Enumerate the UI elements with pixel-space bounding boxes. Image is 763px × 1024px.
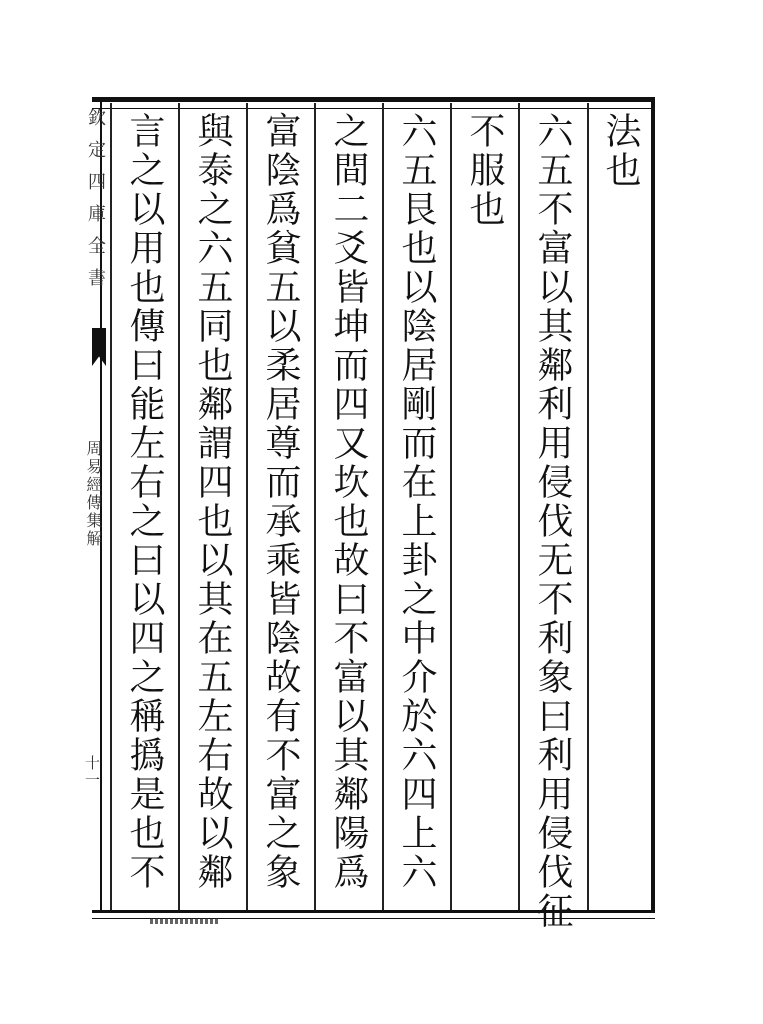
column-rule [587, 103, 589, 910]
collection-title: 欽定四庫全書 [85, 108, 106, 300]
text-column-2: 六五不富以其鄰利用侵伐无不利象曰利用侵伐征 [532, 112, 573, 931]
column-rule [382, 103, 384, 910]
column-rule [518, 103, 520, 910]
column-rule [246, 103, 248, 910]
column-rule [110, 103, 112, 910]
text-column-1: 法也 [600, 112, 641, 190]
column-rule [314, 103, 316, 910]
print-smudge [150, 918, 220, 924]
text-column-8: 言之以用也傳曰能左右之曰以四之稱撝是也不 [124, 112, 165, 892]
text-column-4: 六五艮也以陰居剛而在上卦之中介於六四上六 [396, 112, 437, 892]
text-column-5: 之間二爻皆坤而四又坎也故曰不富以其鄰陽爲 [328, 112, 369, 892]
book-title: 周易經傳集解 [84, 440, 103, 548]
frame-top-border [92, 97, 655, 109]
frame-right-border [651, 100, 659, 913]
column-rule [450, 103, 452, 910]
page-number: 十一 [83, 755, 101, 789]
text-column-6: 富陰爲貧五以柔居尊而承乘皆陰故有不富之象 [260, 112, 301, 892]
column-rule [178, 103, 180, 910]
text-column-7: 與泰之六五同也鄰謂四也以其在五左右故以鄰 [192, 112, 233, 892]
text-column-3: 不服也 [464, 112, 505, 229]
